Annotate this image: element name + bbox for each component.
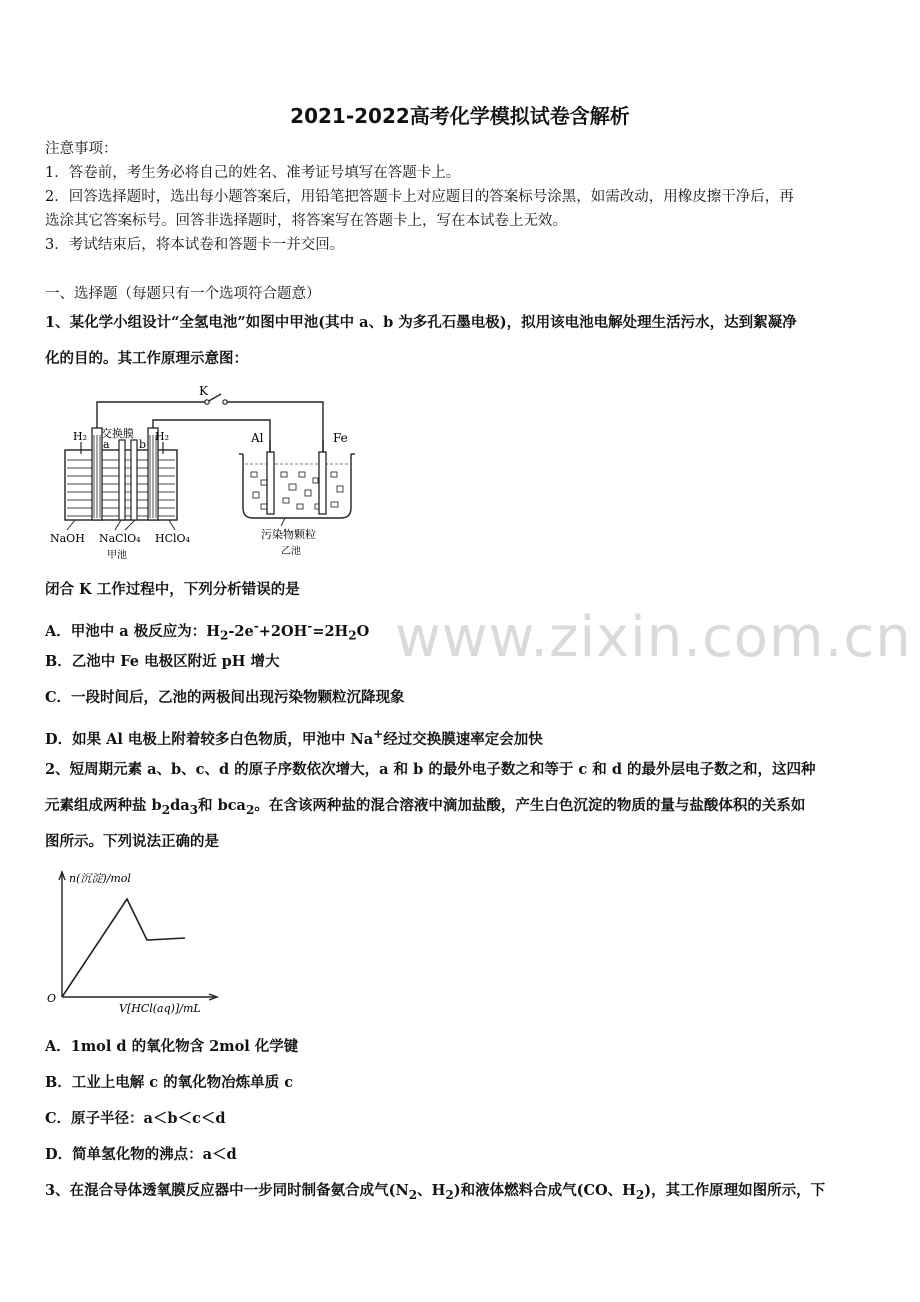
page-title: 2021-2022高考化学模拟试卷含解析 [290, 104, 630, 128]
membrane-label: 交换膜 [101, 427, 134, 440]
switch-k-label: K [199, 384, 208, 398]
q2-stem-line-1: 2、短周期元素 a、b、c、d 的原子序数依次增大，a 和 b 的最外电子数之和等于 c 和 d 的最外层电子数之和，这四种 [45, 761, 816, 778]
q1-stem-line-2: 化的目的。其工作原理示意图： [45, 350, 248, 367]
naclo4-label: NaClO₄ [99, 532, 141, 545]
q1-option-c: C．一段时间后，乙池的两极间出现污染物颗粒沉降现象 [45, 689, 405, 706]
q2-option-c: C．原子半径：a＜b＜c＜d [45, 1110, 226, 1127]
notice-item-2-cont: 选涂其它答案标号。回答非选择题时，将答案写在答题卡上，写在本试卷上无效。 [45, 213, 567, 229]
chart-origin-label: O [47, 992, 57, 1005]
hclo4-label: HClO₄ [155, 532, 190, 545]
notice-item-1: 1．答卷前，考生务必将自己的姓名、准考证号填写在答题卡上。 [45, 165, 461, 181]
h2-right-label: H₂ [155, 430, 170, 443]
q2-option-a: A．1mol d 的氧化物含 2mol 化学键 [45, 1038, 299, 1055]
al-electrode-label: Al [251, 431, 264, 445]
q1-stem-line-1: 1、某化学小组设计“全氢电池”如图中甲池(其中 a、b 为多孔石墨电极)，拟用该电池电解处理生活污水，达到絮凝净 [45, 314, 797, 331]
watermark: www.zixin.com.cn [395, 605, 912, 670]
q2-precipitate-chart [45, 866, 245, 1016]
electrode-b-label: b [139, 438, 147, 451]
q2-option-b: B．工业上电解 c 的氧化物冶炼单质 c [45, 1074, 294, 1091]
naoh-label: NaOH [50, 532, 85, 545]
q2-option-d: D．简单氢化物的沸点：a＜d [45, 1146, 237, 1163]
q2-stem-line-2: 元素组成两种盐 $b_2da_3$和 bca$_2$。在含该两种盐的混合溶液中滴加盐酸，产生白色沉淀的物质的量与盐酸体积的关系如 [45, 797, 806, 817]
q1-option-d: D．如果 Al 电极上附着较多白色物质，甲池中 Na+经过交换膜速率定会加快 [45, 727, 543, 748]
chart-y-label: n(沉淀)/mol [69, 872, 131, 885]
precipitate-curve [62, 899, 185, 997]
q1-prompt: 闭合 K 工作过程中，下列分析错误的是 [45, 581, 300, 598]
pollutant-label: 污染物颗粒 [261, 528, 316, 541]
yi-chi-label: 乙池 [281, 546, 301, 557]
q3-stem-line-1: 3、在混合导体透氧膜反应器中一步同时制备氨合成气($N_2$、$H_2$)和液体燃料合成气(CO、$H_2$)，其工作原理如图所示，下 [45, 1182, 826, 1202]
fe-electrode-label: Fe [333, 431, 348, 445]
q1-option-a: A．甲池中 a 极反应为：$H_2-2e^-+2OH^-=2H_2O$ [45, 619, 370, 643]
q1-option-b: B．乙池中 Fe 电极区附近 pH 增大 [45, 653, 280, 670]
section-heading: 一、选择题（每题只有一个选项符合题意） [45, 286, 321, 302]
electrode-a-label: a [103, 438, 110, 451]
notice-item-3: 3．考试结束后，将本试卷和答题卡一并交回。 [45, 237, 345, 253]
q2-stem-line-3: 图所示。下列说法正确的是 [45, 833, 219, 850]
notice-item-2: 2．回答选择题时，选出每小题答案后，用铅笔把答题卡上对应题目的答案标号涂黑，如需改动，用橡皮擦干净后，再 [45, 189, 794, 205]
jia-chi-label: 甲池 [107, 550, 127, 560]
chart-x-label: V[HCl(aq)]/mL [119, 1002, 201, 1015]
q1-electrolysis-diagram [45, 380, 385, 560]
notice-heading: 注意事项： [45, 141, 118, 157]
h2-left-label: H₂ [73, 430, 88, 443]
